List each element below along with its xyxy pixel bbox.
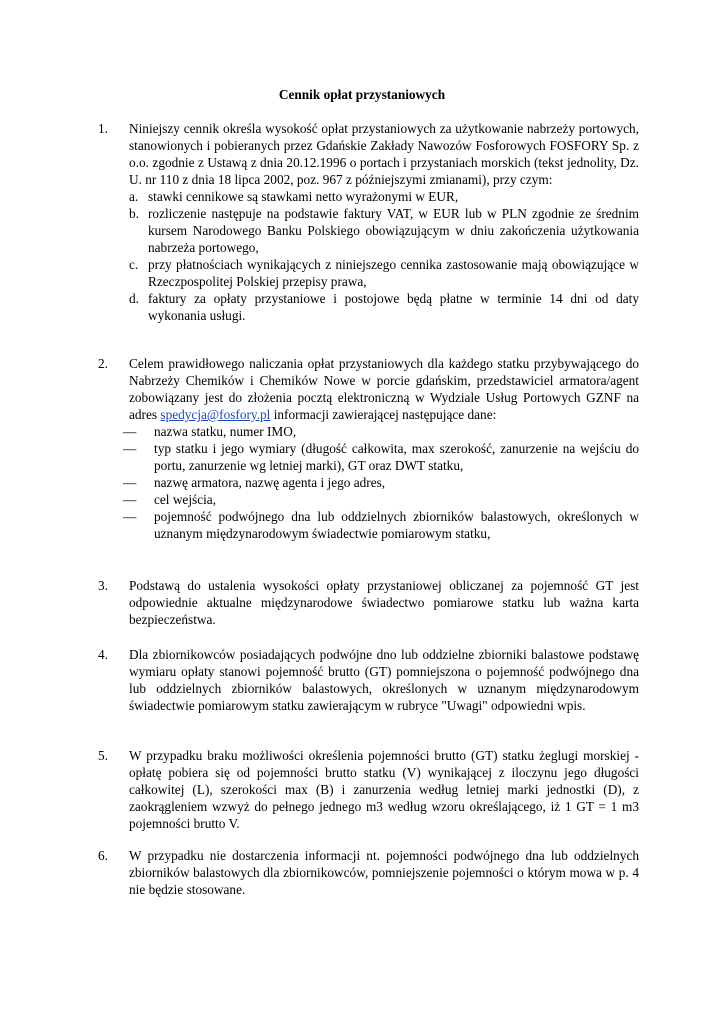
data-item-5	[123, 508, 639, 542]
section-number: 3.	[98, 578, 108, 593]
section-number: 2.	[98, 356, 108, 371]
section-number: 1.	[98, 121, 108, 136]
section-6	[98, 847, 639, 898]
intro-text: Celem prawidłowego naliczania opłat przystaniowych dla każdego statku przybywającego do Nabrzeży Chemików i Chemików Nowe w porcie gdańskim, przedstawiciel armatora/agent zobowiązany jest do złożenia pocztą elektroniczną w Wydziale Usług Portowych GZNF na adres	[129, 356, 639, 422]
section-5	[98, 747, 639, 832]
sub-item-label: d.	[129, 291, 139, 306]
dash-bullet: —	[123, 441, 137, 456]
page-title: Cennik opłat przystaniowych	[278, 87, 446, 102]
sub-item-text: przy płatnościach wynikających z niniejszego cennika zastosowanie mają obowiązujące w Rzeczpospolitej Polskiej przepisy prawa,	[148, 257, 639, 289]
sub-item-c	[129, 256, 639, 290]
section-6-text: W przypadku nie dostarczenia informacji nt. pojemności podwójnego dna lub oddzielnych zbiorników balastowych dla zbiornikowców, pomniejszenie pojemności o którym mowa w p. 4 nie będzie stosowane.	[129, 848, 639, 897]
data-item-3	[123, 474, 639, 491]
intro-text-end: informacji zawierającej następujące dane:	[273, 407, 497, 422]
section-5-text: W przypadku braku możliwości określenia pojemności brutto (GT) statku żeglugi morskiej - opłatę pobiera się od pojemności brutto statku (V) wynikającej z iloczynu jego długości całkowitej (L), szerokości max (B) i zanurzenia według letniej marki jednostki (D), z zaokrągleniem wzwyż do pełnego jednego m3 według wzoru określającego, iż 1 GT = 1 m3 pojemności brutto V.	[129, 748, 639, 831]
section-1	[98, 120, 639, 324]
sub-item-a	[129, 188, 639, 205]
section-2	[98, 355, 639, 542]
data-item-4	[123, 491, 639, 508]
email-link[interactable]: spedycja@fosfory.pl	[160, 407, 271, 422]
sub-item-label: a.	[129, 189, 139, 204]
data-item-text: typ statku i jego wymiary (długość całkowita, max szerokość, zanurzenie na wejściu do portu, zanurzenie wg letniej marki), GT oraz DWT statku,	[154, 441, 639, 473]
sub-item-text: stawki cennikowe są stawkami netto wyrażonymi w EUR,	[148, 189, 459, 204]
sub-item-d	[129, 290, 639, 324]
section-number: 5.	[98, 748, 108, 763]
section-2-intro	[129, 355, 639, 423]
section-3	[98, 577, 639, 628]
section-1-intro: Niniejszy cennik określa wysokość opłat przystaniowych za użytkowanie nabrzeży portowych, stanowionych i pobieranych przez Gdańskie Zakłady Nawozów Fosforowych FOSFORY Sp. z o.o. zgodnie z Ustawą z dnia 20.12.1996 o portach i przystaniach morskich (tekst jednolity, Dz. U. nr 110 z dnia 18 lipca 2002, poz. 967 z późniejszymi zmianami), przy czym:	[129, 121, 639, 187]
data-item-2	[123, 440, 639, 474]
sub-item-label: c.	[129, 257, 139, 272]
sub-item-label: b.	[129, 206, 139, 221]
data-item-text: nazwa statku, numer IMO,	[154, 424, 297, 439]
data-item-text: pojemność podwójnego dna lub oddzielnych zbiorników balastowych, określonych w uznanym międzynarodowym świadectwie pomiarowym statku,	[154, 509, 639, 541]
section-4	[98, 646, 639, 714]
dash-bullet: —	[123, 475, 137, 490]
data-item-text: nazwę armatora, nazwę agenta i jego adres,	[154, 475, 386, 490]
dash-bullet: —	[123, 509, 137, 524]
dash-bullet: —	[123, 424, 137, 439]
section-number: 6.	[98, 848, 108, 863]
section-4-text: Dla zbiornikowców posiadających podwójne dno lub oddzielne zbiorniki balastowe podstawę wymiaru opłaty stanowi pojemność brutto (GT) pomniejszona o pojemność podwójnego dna lub oddzielnych zbiorników balastowych, określonych w uznanym międzynarodowym świadectwie pomiarowym statku zawierającym w rubryce "Uwagi" odpowiedni wpis.	[129, 647, 639, 713]
data-item-1	[123, 423, 639, 440]
dash-bullet: —	[123, 492, 137, 507]
section-number: 4.	[98, 647, 108, 662]
sub-item-text: faktury za opłaty przystaniowe i postojowe będą płatne w terminie 14 dni od daty wykonania usługi.	[148, 291, 639, 323]
data-item-text: cel wejścia,	[154, 492, 217, 507]
sub-item-b	[129, 205, 639, 256]
sub-item-text: rozliczenie następuje na podstawie faktury VAT, w EUR lub w PLN zgodnie ze średnim kursem Narodowego Banku Polskiego obowiązującym w dniu zakończenia użytkowania nabrzeża portowego,	[148, 206, 639, 255]
section-3-text: Podstawą do ustalenia wysokości opłaty przystaniowej obliczanej za pojemność GT jest odpowiednie aktualne międzynarodowe świadectwo pomiarowe statku lub ważna karta bezpieczeństwa.	[129, 578, 639, 627]
